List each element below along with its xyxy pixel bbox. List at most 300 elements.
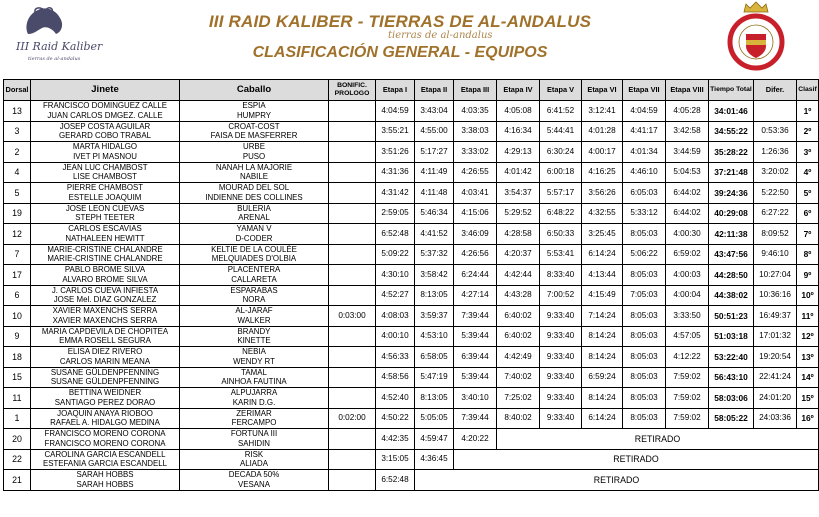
stage-time-cell: 8:40:02 (497, 408, 540, 429)
rider-names-2: NATHALEEN HEWITT (65, 233, 145, 243)
left-logo-subtext: tierras de al-andalus (28, 56, 81, 62)
stage-time-cell: 6:44:02 (666, 183, 709, 204)
stage-time-cell: 5:17:27 (415, 142, 454, 163)
rider-names-1: PIERRE CHAMBOST (66, 183, 144, 193)
stage-time-cell: 9:33:40 (540, 367, 582, 388)
stage-time-cell: 4:00:10 (376, 326, 415, 347)
table-row (4, 121, 819, 142)
horse-names-2: VESANA (237, 479, 270, 489)
stage-time-cell: 3:55:21 (376, 121, 415, 142)
bonif-cell (329, 142, 376, 163)
rider-names-1: MARTA HIDALGO (72, 142, 138, 152)
rider-names-1: JEAN LUC CHAMBOST (62, 162, 148, 172)
stage-time-cell: 4:00:04 (666, 285, 709, 306)
horse-names-2: MELQUIADES D'OLBIA (211, 254, 297, 264)
rider-names-1: PABLO BROME SILVA (64, 265, 146, 275)
dorsal-cell: 9 (4, 326, 31, 347)
difference-cell: 22:41:24 (754, 367, 797, 388)
dorsal-cell: 19 (4, 203, 31, 224)
stage-time-cell: 3:46:09 (454, 224, 497, 245)
horse-names (180, 449, 329, 470)
difference-cell: 3:20:02 (754, 162, 797, 183)
stage-time-cell: 4:01:28 (582, 121, 623, 142)
dorsal-cell: 21 (4, 470, 31, 491)
rider-names (31, 470, 180, 491)
bonif-cell (329, 388, 376, 409)
dorsal-cell: 22 (4, 449, 31, 470)
stage-time-cell: 9:33:40 (540, 388, 582, 409)
dorsal-cell: 3 (4, 121, 31, 142)
horse-names (180, 162, 329, 183)
classification-cell: 2º (797, 121, 819, 142)
dorsal-cell: 20 (4, 429, 31, 450)
page-header (0, 0, 800, 78)
horse-names-2: ALIADA (239, 459, 269, 469)
stage-time-cell: 4:46:10 (623, 162, 666, 183)
stage-time-cell: 3:33:50 (666, 306, 709, 327)
stage-time-cell: 3:40:10 (454, 388, 497, 409)
stage-time-cell: 8:14:24 (582, 388, 623, 409)
stage-time-cell: 6:59:02 (666, 244, 709, 265)
horse-names (180, 244, 329, 265)
horse-names (180, 285, 329, 306)
stage-time-cell: 4:55:00 (415, 121, 454, 142)
rider-names-1: JOSE LEON CUEVAS (65, 203, 145, 213)
bonif-cell: 0:03:00 (329, 306, 376, 327)
classification-cell: 10º (797, 285, 819, 306)
stage-time-cell: 4:52:40 (376, 388, 415, 409)
dorsal-cell: 10 (4, 306, 31, 327)
rider-names-1: JOSEP COSTA AGUILAR (59, 121, 151, 131)
stage-time-cell: 4:58:56 (376, 367, 415, 388)
bonif-cell (329, 470, 376, 491)
horse-names-1: TAMAL (241, 367, 267, 377)
horse-names (180, 203, 329, 224)
col-dorsal: Dorsal (4, 80, 31, 101)
stage-time-cell: 8:05:03 (623, 388, 666, 409)
stage-time-cell: 3:59:37 (415, 306, 454, 327)
rider-names (31, 121, 180, 142)
dorsal-cell: 17 (4, 265, 31, 286)
stage-time-cell: 4:05:28 (666, 101, 709, 122)
rider-names-2: RAFAEL A. HIDALGO MEDINA (50, 418, 160, 428)
stage-time-cell: 4:26:55 (454, 162, 497, 183)
classification-cell: 16º (797, 408, 819, 429)
table-row (4, 285, 819, 306)
bonif-cell (329, 183, 376, 204)
bonif-cell (329, 429, 376, 450)
horse-names-1: ALPUJARRA (230, 388, 278, 398)
rider-names-2: IVET PI MASNOU (73, 151, 137, 161)
dorsal-cell: 1 (4, 408, 31, 429)
horse-names (180, 326, 329, 347)
total-time-cell: 35:28:22 (709, 142, 754, 163)
dorsal-cell: 5 (4, 183, 31, 204)
stage-time-cell: 9:33:40 (540, 326, 582, 347)
horse-names-1: RISK (244, 449, 264, 459)
stage-time-cell: 4:26:56 (454, 244, 497, 265)
rider-names (31, 429, 180, 450)
rider-names-2: SARAH HOBBS (76, 479, 134, 489)
col-etapa: Etapa VIII (666, 80, 709, 101)
total-time-cell: 34:01:46 (709, 101, 754, 122)
rider-names-1: CAROLINA GARCIA ESCANDELL (44, 449, 166, 459)
stage-time-cell: 3:54:37 (497, 183, 540, 204)
stage-time-cell: 8:33:40 (540, 265, 582, 286)
col-etapa: Etapa V (540, 80, 582, 101)
stage-time-cell: 4:27:14 (454, 285, 497, 306)
stage-time-cell: 8:14:24 (582, 347, 623, 368)
horse-names-1: NANAH LA MAJORIE (215, 162, 293, 172)
stage-time-cell: 3:33:02 (454, 142, 497, 163)
horse-names (180, 470, 329, 491)
dorsal-cell: 12 (4, 224, 31, 245)
difference-cell: 6:27:22 (754, 203, 797, 224)
stage-time-cell: 4:20:37 (497, 244, 540, 265)
total-time-cell: 50:51:23 (709, 306, 754, 327)
rider-names-1: ELISA DIEZ RIVERO (67, 347, 143, 357)
classification-cell: 11º (797, 306, 819, 327)
stage-time-cell: 4:42:49 (497, 347, 540, 368)
retired-status: RETIRADO (454, 449, 819, 470)
stage-time-cell: 6:40:02 (497, 326, 540, 347)
bonif-cell (329, 162, 376, 183)
stage-time-cell: 4:04:59 (376, 101, 415, 122)
rider-names (31, 408, 180, 429)
bonif-cell (329, 121, 376, 142)
stage-time-cell: 6:30:24 (540, 142, 582, 163)
horse-names-1: AL-JARAF (235, 306, 273, 316)
stage-time-cell: 4:15:49 (582, 285, 623, 306)
difference-cell: 24:01:20 (754, 388, 797, 409)
difference-cell: 5:22:50 (754, 183, 797, 204)
horse-names-2: WENDY RT (233, 356, 275, 366)
col-etapa: Etapa VI (582, 80, 623, 101)
rider-names-1: J. CARLOS CUEVA INFIESTA (51, 285, 159, 295)
stage-time-cell: 5:46:34 (415, 203, 454, 224)
stage-time-cell: 4:01:34 (623, 142, 666, 163)
col-etapa: Etapa IV (497, 80, 540, 101)
table-row (4, 408, 819, 429)
table-header-row (4, 80, 819, 101)
stage-time-cell: 3:56:26 (582, 183, 623, 204)
rider-names-1: MARIE-CRISTINE CHALANDRE (47, 244, 163, 254)
stage-time-cell: 2:59:05 (376, 203, 415, 224)
table-row (4, 306, 819, 327)
retired-status: RETIRADO (415, 470, 819, 491)
table-row-retired (4, 449, 819, 470)
rider-names-2: SANTIAGO PEREZ DORAO (54, 397, 156, 407)
horse-names (180, 265, 329, 286)
stage-time-cell: 4:16:34 (497, 121, 540, 142)
stage-time-cell: 9:33:40 (540, 408, 582, 429)
classification-cell: 15º (797, 388, 819, 409)
horse-names (180, 367, 329, 388)
rider-names-2: ESTEFANIA GARCIA ESCANDELL (42, 459, 168, 469)
rider-names-1: MARIA CAPDEVILA DE CHOPITEA (41, 326, 169, 336)
dorsal-cell: 2 (4, 142, 31, 163)
stage-time-cell: 4:11:49 (415, 162, 454, 183)
rider-names-1: JOAQUIN ANAYA RIOBOO (57, 408, 153, 418)
difference-cell: 0:53:36 (754, 121, 797, 142)
table-row (4, 142, 819, 163)
table-row (4, 224, 819, 245)
stage-time-cell: 7:05:03 (623, 285, 666, 306)
stage-time-cell: 7:00:52 (540, 285, 582, 306)
rider-names-2: FRANCISCO MORENO CORONA (44, 438, 166, 448)
stage-time-cell: 5:37:32 (415, 244, 454, 265)
rider-names (31, 142, 180, 163)
horse-names (180, 388, 329, 409)
classification-cell: 6º (797, 203, 819, 224)
stage-time-cell: 4:28:58 (497, 224, 540, 245)
horse-names (180, 306, 329, 327)
stage-time-cell: 5:06:22 (623, 244, 666, 265)
stage-time-cell: 4:00:30 (666, 224, 709, 245)
total-time-cell: 44:28:50 (709, 265, 754, 286)
stage-time-cell: 4:31:36 (376, 162, 415, 183)
total-time-cell: 53:22:40 (709, 347, 754, 368)
stage-time-cell: 8:05:03 (623, 367, 666, 388)
horse-names-2: HUMPRY (236, 110, 272, 120)
horse-names (180, 224, 329, 245)
difference-cell: 9:46:10 (754, 244, 797, 265)
rider-names-2: SUSANE GÜLDENPFENNING (50, 377, 160, 387)
col-etapa: Etapa VII (623, 80, 666, 101)
stage-time-cell: 6:52:48 (376, 224, 415, 245)
rider-names-2: STEPH TEETER (75, 213, 135, 223)
table-row (4, 183, 819, 204)
rider-names-1: FRANCISCO DOMINGUEZ CALLE (42, 101, 168, 111)
stage-time-cell: 7:39:44 (454, 408, 497, 429)
horse-names-2: INDIENNE DES COLLINES (205, 192, 303, 202)
horse-names-1: BRANDY (237, 326, 271, 336)
stage-time-cell: 3:51:26 (376, 142, 415, 163)
stage-time-cell: 4:01:42 (497, 162, 540, 183)
classification-cell: 7º (797, 224, 819, 245)
table-row (4, 244, 819, 265)
stage-time-cell: 4:59:47 (415, 429, 454, 450)
bonif-cell (329, 367, 376, 388)
stage-time-cell: 6:41:52 (540, 101, 582, 122)
horse-names (180, 142, 329, 163)
page-title: III RAID KALIBER - TIERRAS DE AL-ANDALUS (208, 12, 592, 31)
horse-names-2: NABILE (239, 172, 269, 182)
stage-time-cell: 9:33:40 (540, 306, 582, 327)
stage-time-cell: 8:05:03 (623, 224, 666, 245)
classification-cell: 13º (797, 347, 819, 368)
table-row-retired (4, 429, 819, 450)
rider-names-1: SARAH HOBBS (76, 470, 134, 480)
horse-names-2: FAISA DE MASFERRER (210, 131, 298, 141)
horse-names-2: PUSO (242, 151, 266, 161)
total-time-cell: 43:47:56 (709, 244, 754, 265)
stage-time-cell: 6:40:02 (497, 306, 540, 327)
rider-names (31, 265, 180, 286)
bonif-cell (329, 265, 376, 286)
bonif-cell (329, 101, 376, 122)
horse-names (180, 408, 329, 429)
horse-names-1: PLACENTERA (227, 265, 281, 275)
stage-time-cell: 7:59:02 (666, 367, 709, 388)
stage-time-cell: 5:44:41 (540, 121, 582, 142)
horse-names-1: FORTUNA III (230, 429, 278, 439)
bonif-cell (329, 224, 376, 245)
stage-time-cell: 3:58:42 (415, 265, 454, 286)
stage-time-cell: 6:24:44 (454, 265, 497, 286)
stage-time-cell: 3:43:04 (415, 101, 454, 122)
total-time-cell: 39:24:36 (709, 183, 754, 204)
rider-names (31, 244, 180, 265)
horse-names-2: FERCAMPO (231, 418, 277, 428)
stage-time-cell: 8:05:03 (623, 347, 666, 368)
stage-time-cell: 4:36:45 (415, 449, 454, 470)
horse-names-1: ZERIMAR (236, 408, 272, 418)
stage-time-cell: 6:50:33 (540, 224, 582, 245)
stage-time-cell: 7:59:02 (666, 388, 709, 409)
stage-time-cell: 4:11:48 (415, 183, 454, 204)
col-etapa: Etapa II (415, 80, 454, 101)
stage-time-cell: 8:13:05 (415, 285, 454, 306)
table-row (4, 367, 819, 388)
total-time-cell: 34:55:22 (709, 121, 754, 142)
stage-time-cell: 3:25:45 (582, 224, 623, 245)
rider-names (31, 162, 180, 183)
stage-time-cell: 6:52:48 (376, 470, 415, 491)
col-jinete: Jinete (31, 80, 180, 101)
rider-names-2: JOSE Mel. DIAZ GONZALEZ (53, 295, 157, 305)
rider-names-1: CARLOS ESCAVIAS (68, 224, 142, 234)
stage-time-cell: 4:43:28 (497, 285, 540, 306)
rider-names (31, 388, 180, 409)
stage-time-cell: 4:03:41 (454, 183, 497, 204)
total-time-cell: 56:43:10 (709, 367, 754, 388)
table-row (4, 347, 819, 368)
stage-time-cell: 4:41:52 (415, 224, 454, 245)
col-total: Tiempo Total (709, 80, 754, 101)
bonif-cell (329, 449, 376, 470)
retired-status: RETIRADO (497, 429, 819, 450)
difference-cell: 17:01:32 (754, 326, 797, 347)
horse-names-1: BULERIA (237, 203, 271, 213)
stage-time-cell: 4:13:44 (582, 265, 623, 286)
page-subtitle: CLASIFICACIÓN GENERAL - EQUIPOS (252, 44, 548, 61)
bonif-cell (329, 244, 376, 265)
rider-names (31, 306, 180, 327)
rider-names-1: FRANCISCO MORENO CORONA (44, 429, 166, 439)
horse-names-1: URBE (243, 142, 265, 152)
horse-names-1: NEBIA (242, 347, 266, 357)
bonif-cell (329, 347, 376, 368)
stage-time-cell: 8:05:03 (623, 265, 666, 286)
rider-names (31, 285, 180, 306)
stage-time-cell: 7:59:02 (666, 408, 709, 429)
col-etapa: Etapa I (376, 80, 415, 101)
stage-time-cell: 8:05:03 (623, 408, 666, 429)
total-time-cell: 37:21:48 (709, 162, 754, 183)
stage-time-cell: 7:39:44 (454, 306, 497, 327)
total-time-cell: 44:38:02 (709, 285, 754, 306)
stage-time-cell: 8:05:03 (623, 306, 666, 327)
rider-names-2: ALVARO BROME SILVA (62, 274, 148, 284)
stage-time-cell: 6:48:22 (540, 203, 582, 224)
stage-time-cell: 4:30:10 (376, 265, 415, 286)
rider-names-2: LISE CHAMBOST (72, 172, 137, 182)
col-etapa: Etapa III (454, 80, 497, 101)
horse-names-2: KINETTE (237, 336, 271, 346)
stage-time-cell: 4:53:10 (415, 326, 454, 347)
dorsal-cell: 11 (4, 388, 31, 409)
stage-time-cell: 4:16:25 (582, 162, 623, 183)
bonif-cell: 0:02:00 (329, 408, 376, 429)
table-row (4, 162, 819, 183)
rider-names (31, 203, 180, 224)
stage-time-cell: 4:00:03 (666, 265, 709, 286)
table-row (4, 388, 819, 409)
difference-cell: 10:27:04 (754, 265, 797, 286)
stage-time-cell: 5:05:05 (415, 408, 454, 429)
total-time-cell: 51:03:18 (709, 326, 754, 347)
table-row (4, 203, 819, 224)
stage-time-cell: 4:57:05 (666, 326, 709, 347)
bonif-cell (329, 285, 376, 306)
stage-time-cell: 8:05:03 (623, 326, 666, 347)
rider-names-1: XAVIER MAXENCHS SERRA (52, 306, 158, 316)
stage-time-cell: 5:57:17 (540, 183, 582, 204)
rider-names-2: CARLOS MARIN MEANA (59, 356, 151, 366)
table-row (4, 101, 819, 122)
stage-time-cell: 7:14:24 (582, 306, 623, 327)
horse-names-1: YAMAN V (236, 224, 272, 234)
rider-names (31, 326, 180, 347)
total-time-cell: 40:29:08 (709, 203, 754, 224)
classification-cell: 3º (797, 142, 819, 163)
total-time-cell: 42:11:38 (709, 224, 754, 245)
stage-time-cell: 4:29:13 (497, 142, 540, 163)
rider-names (31, 347, 180, 368)
standings-table (3, 79, 819, 491)
stage-time-cell: 5:29:52 (497, 203, 540, 224)
difference-cell (754, 101, 797, 122)
rider-names (31, 224, 180, 245)
classification-cell: 1º (797, 101, 819, 122)
left-logo-text: III Raid Kaliber (16, 40, 103, 53)
stage-time-cell: 4:15:06 (454, 203, 497, 224)
table-row-retired (4, 470, 819, 491)
stage-time-cell: 5:33:12 (623, 203, 666, 224)
horse-names-2: CALLARETA (231, 274, 277, 284)
stage-time-cell: 7:25:02 (497, 388, 540, 409)
stage-time-cell: 6:39:44 (454, 347, 497, 368)
stage-time-cell: 9:33:40 (540, 347, 582, 368)
rider-names-1: BETTINA WEIDNER (68, 388, 142, 398)
stage-time-cell: 4:08:03 (376, 306, 415, 327)
bonif-cell (329, 326, 376, 347)
dorsal-cell: 4 (4, 162, 31, 183)
stage-time-cell: 4:42:35 (376, 429, 415, 450)
col-bonif: BONIFIC. PROLOGO (329, 80, 376, 101)
stage-time-cell: 6:44:02 (666, 203, 709, 224)
difference-cell: 8:09:52 (754, 224, 797, 245)
horse-names-2: KARIN D.G. (232, 397, 276, 407)
difference-cell: 19:20:54 (754, 347, 797, 368)
col-caballo: Caballo (180, 80, 329, 101)
stage-time-cell: 4:31:42 (376, 183, 415, 204)
rider-names-2: ESTELLE JOAQUIM (68, 192, 142, 202)
rider-names (31, 183, 180, 204)
stage-time-cell: 4:00:17 (582, 142, 623, 163)
stage-time-cell: 6:05:03 (623, 183, 666, 204)
